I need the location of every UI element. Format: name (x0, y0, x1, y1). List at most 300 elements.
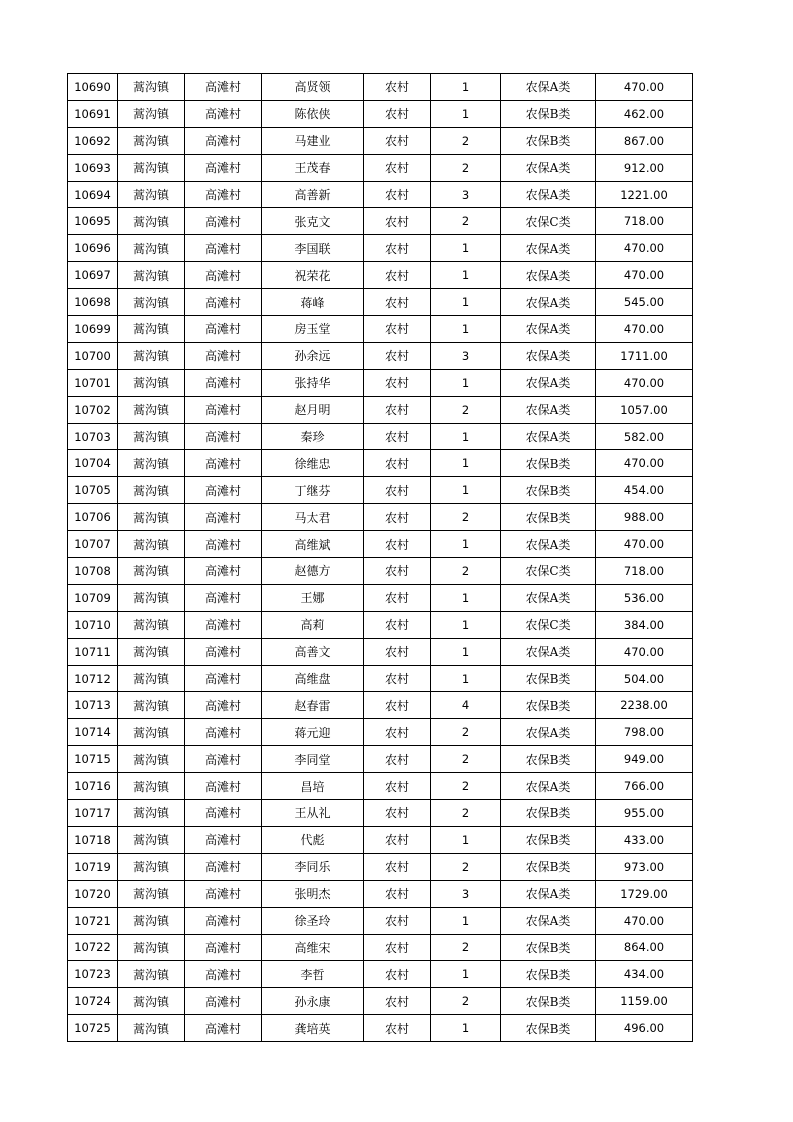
record-id-cell: 10698 (68, 289, 118, 316)
name-cell: 丁继芬 (262, 477, 364, 504)
town-cell: 蒿沟镇 (118, 396, 185, 423)
village-cell: 高滩村 (185, 396, 262, 423)
name-cell: 昌培 (262, 773, 364, 800)
record-id-cell: 10718 (68, 826, 118, 853)
table-row (68, 316, 693, 343)
household-type-cell: 农村 (364, 74, 431, 101)
village-cell: 高滩村 (185, 638, 262, 665)
name-cell: 孙余远 (262, 342, 364, 369)
insurance-category-cell: 农保B类 (501, 665, 596, 692)
household-type-cell: 农村 (364, 477, 431, 504)
name-cell: 王茂春 (262, 154, 364, 181)
insurance-category-cell: 农保B类 (501, 450, 596, 477)
village-cell: 高滩村 (185, 477, 262, 504)
town-cell: 蒿沟镇 (118, 235, 185, 262)
member-count-cell: 1 (431, 423, 501, 450)
town-cell: 蒿沟镇 (118, 369, 185, 396)
member-count-cell: 2 (431, 988, 501, 1015)
table-row (68, 289, 693, 316)
household-type-cell: 农村 (364, 504, 431, 531)
member-count-cell: 1 (431, 100, 501, 127)
town-cell: 蒿沟镇 (118, 773, 185, 800)
member-count-cell: 1 (431, 262, 501, 289)
record-id-cell: 10694 (68, 181, 118, 208)
name-cell: 徐维忠 (262, 450, 364, 477)
name-cell: 王从礼 (262, 800, 364, 827)
insurance-category-cell: 农保B类 (501, 800, 596, 827)
member-count-cell: 2 (431, 800, 501, 827)
insurance-category-cell: 农保A类 (501, 638, 596, 665)
insurance-category-cell: 农保A类 (501, 584, 596, 611)
insurance-category-cell: 农保A类 (501, 907, 596, 934)
insurance-category-cell: 农保B类 (501, 853, 596, 880)
town-cell: 蒿沟镇 (118, 208, 185, 235)
name-cell: 李国联 (262, 235, 364, 262)
amount-cell: 496.00 (596, 1015, 693, 1042)
name-cell: 张克文 (262, 208, 364, 235)
name-cell: 高维宋 (262, 934, 364, 961)
household-type-cell: 农村 (364, 692, 431, 719)
amount-cell: 470.00 (596, 450, 693, 477)
insurance-category-cell: 农保A类 (501, 342, 596, 369)
table-row (68, 531, 693, 558)
town-cell: 蒿沟镇 (118, 154, 185, 181)
insurance-category-cell: 农保A类 (501, 369, 596, 396)
table-row (68, 961, 693, 988)
household-type-cell: 农村 (364, 235, 431, 262)
name-cell: 赵春雷 (262, 692, 364, 719)
name-cell: 高莉 (262, 611, 364, 638)
household-type-cell: 农村 (364, 800, 431, 827)
insurance-category-cell: 农保B类 (501, 934, 596, 961)
insurance-category-cell: 农保B类 (501, 746, 596, 773)
table-row (68, 74, 693, 101)
town-cell: 蒿沟镇 (118, 934, 185, 961)
amount-cell: 1729.00 (596, 880, 693, 907)
amount-cell: 384.00 (596, 611, 693, 638)
amount-cell: 798.00 (596, 719, 693, 746)
record-id-cell: 10697 (68, 262, 118, 289)
member-count-cell: 1 (431, 235, 501, 262)
household-type-cell: 农村 (364, 289, 431, 316)
household-type-cell: 农村 (364, 154, 431, 181)
household-type-cell: 农村 (364, 316, 431, 343)
member-count-cell: 4 (431, 692, 501, 719)
record-id-cell: 10707 (68, 531, 118, 558)
table-row (68, 342, 693, 369)
village-cell: 高滩村 (185, 558, 262, 585)
member-count-cell: 1 (431, 74, 501, 101)
village-cell: 高滩村 (185, 316, 262, 343)
amount-cell: 504.00 (596, 665, 693, 692)
insurance-category-cell: 农保A类 (501, 423, 596, 450)
table-row (68, 853, 693, 880)
member-count-cell: 1 (431, 316, 501, 343)
insurance-category-cell: 农保A类 (501, 235, 596, 262)
table-row (68, 665, 693, 692)
household-type-cell: 农村 (364, 826, 431, 853)
record-id-cell: 10725 (68, 1015, 118, 1042)
amount-cell: 454.00 (596, 477, 693, 504)
village-cell: 高滩村 (185, 800, 262, 827)
table-row (68, 692, 693, 719)
table-row (68, 800, 693, 827)
insurance-category-cell: 农保B类 (501, 100, 596, 127)
table-row (68, 773, 693, 800)
insurance-category-cell: 农保B类 (501, 692, 596, 719)
record-id-cell: 10700 (68, 342, 118, 369)
member-count-cell: 1 (431, 611, 501, 638)
town-cell: 蒿沟镇 (118, 127, 185, 154)
table-row (68, 369, 693, 396)
village-cell: 高滩村 (185, 692, 262, 719)
table-row (68, 235, 693, 262)
name-cell: 祝荣花 (262, 262, 364, 289)
name-cell: 龚培英 (262, 1015, 364, 1042)
insurance-category-cell: 农保A类 (501, 262, 596, 289)
record-id-cell: 10706 (68, 504, 118, 531)
town-cell: 蒿沟镇 (118, 477, 185, 504)
record-id-cell: 10724 (68, 988, 118, 1015)
household-type-cell: 农村 (364, 262, 431, 289)
name-cell: 赵德方 (262, 558, 364, 585)
table-row (68, 988, 693, 1015)
amount-cell: 470.00 (596, 369, 693, 396)
amount-cell: 462.00 (596, 100, 693, 127)
member-count-cell: 2 (431, 719, 501, 746)
town-cell: 蒿沟镇 (118, 853, 185, 880)
record-id-cell: 10709 (68, 584, 118, 611)
amount-cell: 718.00 (596, 208, 693, 235)
record-id-cell: 10702 (68, 396, 118, 423)
member-count-cell: 1 (431, 907, 501, 934)
village-cell: 高滩村 (185, 262, 262, 289)
amount-cell: 955.00 (596, 800, 693, 827)
insurance-category-cell: 农保C类 (501, 208, 596, 235)
town-cell: 蒿沟镇 (118, 665, 185, 692)
village-cell: 高滩村 (185, 961, 262, 988)
village-cell: 高滩村 (185, 1015, 262, 1042)
town-cell: 蒿沟镇 (118, 181, 185, 208)
amount-cell: 545.00 (596, 289, 693, 316)
town-cell: 蒿沟镇 (118, 638, 185, 665)
village-cell: 高滩村 (185, 773, 262, 800)
record-id-cell: 10722 (68, 934, 118, 961)
town-cell: 蒿沟镇 (118, 342, 185, 369)
name-cell: 王娜 (262, 584, 364, 611)
village-cell: 高滩村 (185, 504, 262, 531)
amount-cell: 470.00 (596, 262, 693, 289)
table-row (68, 127, 693, 154)
record-id-cell: 10720 (68, 880, 118, 907)
town-cell: 蒿沟镇 (118, 988, 185, 1015)
town-cell: 蒿沟镇 (118, 74, 185, 101)
table-row (68, 907, 693, 934)
village-cell: 高滩村 (185, 611, 262, 638)
village-cell: 高滩村 (185, 369, 262, 396)
name-cell: 高善文 (262, 638, 364, 665)
village-cell: 高滩村 (185, 208, 262, 235)
household-type-cell: 农村 (364, 1015, 431, 1042)
household-type-cell: 农村 (364, 369, 431, 396)
allowance-table (67, 73, 693, 1042)
household-type-cell: 农村 (364, 423, 431, 450)
table-row (68, 826, 693, 853)
member-count-cell: 2 (431, 773, 501, 800)
amount-cell: 470.00 (596, 907, 693, 934)
household-type-cell: 农村 (364, 558, 431, 585)
member-count-cell: 2 (431, 558, 501, 585)
insurance-category-cell: 农保A类 (501, 181, 596, 208)
member-count-cell: 2 (431, 746, 501, 773)
insurance-category-cell: 农保A类 (501, 396, 596, 423)
insurance-category-cell: 农保B类 (501, 1015, 596, 1042)
name-cell: 高维斌 (262, 531, 364, 558)
name-cell: 马太君 (262, 504, 364, 531)
name-cell: 张明杰 (262, 880, 364, 907)
village-cell: 高滩村 (185, 584, 262, 611)
record-id-cell: 10717 (68, 800, 118, 827)
amount-cell: 433.00 (596, 826, 693, 853)
household-type-cell: 农村 (364, 584, 431, 611)
household-type-cell: 农村 (364, 746, 431, 773)
insurance-category-cell: 农保A类 (501, 289, 596, 316)
village-cell: 高滩村 (185, 665, 262, 692)
town-cell: 蒿沟镇 (118, 100, 185, 127)
village-cell: 高滩村 (185, 853, 262, 880)
amount-cell: 1221.00 (596, 181, 693, 208)
record-id-cell: 10713 (68, 692, 118, 719)
member-count-cell: 2 (431, 154, 501, 181)
town-cell: 蒿沟镇 (118, 719, 185, 746)
table-row (68, 880, 693, 907)
member-count-cell: 2 (431, 853, 501, 880)
household-type-cell: 农村 (364, 719, 431, 746)
amount-cell: 949.00 (596, 746, 693, 773)
insurance-category-cell: 农保A类 (501, 74, 596, 101)
household-type-cell: 农村 (364, 531, 431, 558)
amount-cell: 470.00 (596, 638, 693, 665)
member-count-cell: 1 (431, 665, 501, 692)
name-cell: 徐圣玲 (262, 907, 364, 934)
insurance-category-cell: 农保A类 (501, 880, 596, 907)
table-row (68, 100, 693, 127)
member-count-cell: 1 (431, 584, 501, 611)
household-type-cell: 农村 (364, 773, 431, 800)
village-cell: 高滩村 (185, 423, 262, 450)
record-id-cell: 10716 (68, 773, 118, 800)
town-cell: 蒿沟镇 (118, 531, 185, 558)
member-count-cell: 1 (431, 477, 501, 504)
member-count-cell: 2 (431, 504, 501, 531)
town-cell: 蒿沟镇 (118, 907, 185, 934)
household-type-cell: 农村 (364, 181, 431, 208)
amount-cell: 973.00 (596, 853, 693, 880)
table-row (68, 181, 693, 208)
amount-cell: 470.00 (596, 74, 693, 101)
town-cell: 蒿沟镇 (118, 611, 185, 638)
name-cell: 李同乐 (262, 853, 364, 880)
amount-cell: 718.00 (596, 558, 693, 585)
town-cell: 蒿沟镇 (118, 558, 185, 585)
household-type-cell: 农村 (364, 665, 431, 692)
record-id-cell: 10721 (68, 907, 118, 934)
amount-cell: 912.00 (596, 154, 693, 181)
table-row (68, 611, 693, 638)
household-type-cell: 农村 (364, 450, 431, 477)
member-count-cell: 1 (431, 961, 501, 988)
town-cell: 蒿沟镇 (118, 800, 185, 827)
village-cell: 高滩村 (185, 531, 262, 558)
insurance-category-cell: 农保B类 (501, 477, 596, 504)
village-cell: 高滩村 (185, 450, 262, 477)
member-count-cell: 3 (431, 181, 501, 208)
member-count-cell: 1 (431, 289, 501, 316)
village-cell: 高滩村 (185, 154, 262, 181)
insurance-category-cell: 农保A类 (501, 154, 596, 181)
insurance-category-cell: 农保C类 (501, 558, 596, 585)
amount-cell: 434.00 (596, 961, 693, 988)
village-cell: 高滩村 (185, 74, 262, 101)
record-id-cell: 10703 (68, 423, 118, 450)
name-cell: 蒋元迎 (262, 719, 364, 746)
town-cell: 蒿沟镇 (118, 746, 185, 773)
village-cell: 高滩村 (185, 746, 262, 773)
household-type-cell: 农村 (364, 208, 431, 235)
insurance-category-cell: 农保B类 (501, 961, 596, 988)
name-cell: 李哲 (262, 961, 364, 988)
record-id-cell: 10712 (68, 665, 118, 692)
record-id-cell: 10715 (68, 746, 118, 773)
town-cell: 蒿沟镇 (118, 423, 185, 450)
insurance-category-cell: 农保A类 (501, 773, 596, 800)
insurance-category-cell: 农保C类 (501, 611, 596, 638)
town-cell: 蒿沟镇 (118, 262, 185, 289)
record-id-cell: 10701 (68, 369, 118, 396)
member-count-cell: 1 (431, 638, 501, 665)
table-row (68, 262, 693, 289)
record-id-cell: 10699 (68, 316, 118, 343)
table-row (68, 746, 693, 773)
name-cell: 马建业 (262, 127, 364, 154)
amount-cell: 1711.00 (596, 342, 693, 369)
amount-cell: 867.00 (596, 127, 693, 154)
record-id-cell: 10711 (68, 638, 118, 665)
town-cell: 蒿沟镇 (118, 880, 185, 907)
member-count-cell: 2 (431, 127, 501, 154)
town-cell: 蒿沟镇 (118, 289, 185, 316)
record-id-cell: 10692 (68, 127, 118, 154)
record-id-cell: 10690 (68, 74, 118, 101)
name-cell: 蒋峰 (262, 289, 364, 316)
name-cell: 秦珍 (262, 423, 364, 450)
household-type-cell: 农村 (364, 100, 431, 127)
table-row (68, 558, 693, 585)
town-cell: 蒿沟镇 (118, 1015, 185, 1042)
amount-cell: 536.00 (596, 584, 693, 611)
household-type-cell: 农村 (364, 396, 431, 423)
amount-cell: 766.00 (596, 773, 693, 800)
amount-cell: 864.00 (596, 934, 693, 961)
record-id-cell: 10708 (68, 558, 118, 585)
insurance-category-cell: 农保B类 (501, 504, 596, 531)
name-cell: 陈依侠 (262, 100, 364, 127)
insurance-category-cell: 农保A类 (501, 719, 596, 746)
village-cell: 高滩村 (185, 289, 262, 316)
village-cell: 高滩村 (185, 181, 262, 208)
village-cell: 高滩村 (185, 988, 262, 1015)
name-cell: 高善新 (262, 181, 364, 208)
record-id-cell: 10723 (68, 961, 118, 988)
town-cell: 蒿沟镇 (118, 692, 185, 719)
amount-cell: 470.00 (596, 235, 693, 262)
name-cell: 高维盘 (262, 665, 364, 692)
household-type-cell: 农村 (364, 342, 431, 369)
record-id-cell: 10695 (68, 208, 118, 235)
table-row (68, 423, 693, 450)
household-type-cell: 农村 (364, 907, 431, 934)
amount-cell: 470.00 (596, 531, 693, 558)
insurance-category-cell: 农保A类 (501, 531, 596, 558)
village-cell: 高滩村 (185, 934, 262, 961)
table-row (68, 934, 693, 961)
town-cell: 蒿沟镇 (118, 504, 185, 531)
member-count-cell: 1 (431, 369, 501, 396)
village-cell: 高滩村 (185, 235, 262, 262)
member-count-cell: 2 (431, 396, 501, 423)
table-row (68, 154, 693, 181)
amount-cell: 582.00 (596, 423, 693, 450)
member-count-cell: 2 (431, 934, 501, 961)
insurance-category-cell: 农保B类 (501, 826, 596, 853)
household-type-cell: 农村 (364, 961, 431, 988)
village-cell: 高滩村 (185, 342, 262, 369)
village-cell: 高滩村 (185, 127, 262, 154)
name-cell: 代彪 (262, 826, 364, 853)
amount-cell: 1159.00 (596, 988, 693, 1015)
household-type-cell: 农村 (364, 880, 431, 907)
insurance-category-cell: 农保A类 (501, 316, 596, 343)
insurance-category-cell: 农保B类 (501, 127, 596, 154)
table-row (68, 450, 693, 477)
table-body (68, 74, 693, 1042)
record-id-cell: 10693 (68, 154, 118, 181)
table-row (68, 1015, 693, 1042)
name-cell: 孙永康 (262, 988, 364, 1015)
record-id-cell: 10691 (68, 100, 118, 127)
table-row (68, 504, 693, 531)
name-cell: 赵月明 (262, 396, 364, 423)
village-cell: 高滩村 (185, 826, 262, 853)
name-cell: 张持华 (262, 369, 364, 396)
record-id-cell: 10714 (68, 719, 118, 746)
amount-cell: 1057.00 (596, 396, 693, 423)
household-type-cell: 农村 (364, 638, 431, 665)
record-id-cell: 10696 (68, 235, 118, 262)
table-row (68, 719, 693, 746)
village-cell: 高滩村 (185, 907, 262, 934)
amount-cell: 988.00 (596, 504, 693, 531)
name-cell: 李同堂 (262, 746, 364, 773)
name-cell: 高贤领 (262, 74, 364, 101)
table-row (68, 584, 693, 611)
village-cell: 高滩村 (185, 719, 262, 746)
town-cell: 蒿沟镇 (118, 450, 185, 477)
insurance-category-cell: 农保B类 (501, 988, 596, 1015)
member-count-cell: 1 (431, 1015, 501, 1042)
household-type-cell: 农村 (364, 988, 431, 1015)
table-row (68, 477, 693, 504)
